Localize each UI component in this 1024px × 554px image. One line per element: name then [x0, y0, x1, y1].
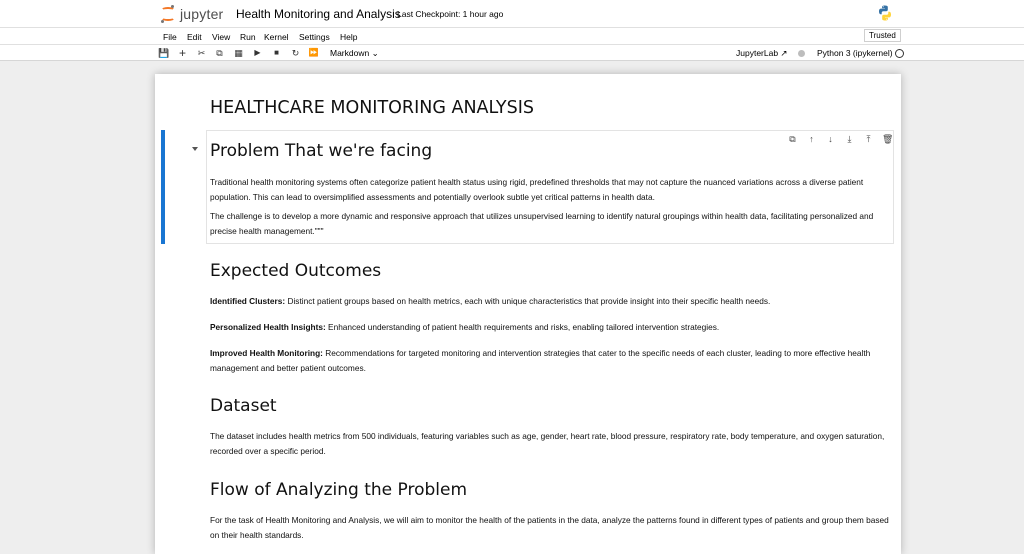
run-icon[interactable]: ▶ — [254, 48, 261, 57]
fast-forward-icon[interactable]: ⏩ — [308, 48, 319, 57]
delete-cell-icon[interactable]: 🗑 — [882, 134, 894, 144]
cell-selection-bar[interactable] — [161, 130, 165, 244]
settings-indicator-icon[interactable] — [798, 50, 805, 57]
problem-paragraph-2: The challenge is to develop a more dynamic and responsive approach that utilizes unsupervised learning to identify natural groupings within health data, facilitating personalized and precise health management.""" — [210, 211, 874, 236]
restart-icon[interactable]: ↻ — [291, 48, 300, 58]
menu-kernel[interactable]: Kernel — [264, 32, 289, 42]
cut-icon[interactable]: ✂ — [197, 48, 206, 58]
outcomes-heading: Expected Outcomes — [210, 261, 382, 281]
menu-edit[interactable]: Edit — [187, 32, 202, 42]
insert-below-icon[interactable]: ⤒ — [866, 134, 871, 144]
dataset-paragraph: The dataset includes health metrics from 500 individuals, featuring variables such as age, gender, heart rate, blood pressure, respiratory rate, body temperature, and oxygen saturation, recorded over a specific period. — [210, 431, 885, 456]
jupyterlab-label: JupyterLab — [736, 48, 779, 58]
cell-toolbar — [787, 133, 893, 145]
menu-view[interactable]: View — [212, 32, 231, 42]
notebook-page — [155, 74, 901, 554]
kernel-name[interactable]: Python 3 (ipykernel) — [817, 48, 893, 58]
stop-icon[interactable]: ■ — [274, 48, 279, 57]
menu-run[interactable]: Run — [240, 32, 256, 42]
menu-help[interactable]: Help — [340, 32, 358, 42]
problem-heading: Problem That we're facing — [210, 141, 433, 161]
outcome-label: Improved Health Monitoring: — [210, 348, 323, 358]
top-header — [0, 0, 1024, 27]
flow-paragraph: For the task of Health Monitoring and Analysis, we will aim to monitor the health of the patients in the data, analyze the patterns found in different types of patients and group them based on their health standards. — [210, 515, 889, 540]
main-heading: HEALTHCARE MONITORING ANALYSIS — [210, 98, 534, 118]
paste-icon[interactable]: ▦ — [234, 48, 243, 58]
cell-type-select[interactable] — [330, 48, 379, 59]
outcome-text: Enhanced understanding of patient health requirements and risks, enabling tailored intervention strategies. — [325, 322, 720, 332]
outcome-item — [210, 294, 890, 309]
move-down-icon[interactable]: ↓ — [828, 134, 833, 144]
chevron-down-icon: ⌄ — [369, 48, 379, 58]
external-link-icon: ↗ — [778, 48, 788, 58]
menu-bar — [0, 27, 1024, 44]
trusted-indicator[interactable]: Trusted — [864, 29, 901, 42]
notebook-toolbar — [0, 44, 1024, 61]
flow-heading: Flow of Analyzing the Problem — [210, 480, 468, 500]
last-checkpoint: Last Checkpoint: 1 hour ago — [397, 9, 504, 19]
python-logo-icon — [877, 5, 893, 21]
problem-paragraph-1: Traditional health monitoring systems often categorize patient health status using rigid, predefined thresholds that may not capture the nuanced variations across a diverse patient population. This can lead to oversimplified assessments and potentially overlook subtle yet critical patterns in health data. — [210, 177, 864, 202]
dataset-heading: Dataset — [210, 396, 277, 416]
cell-type-value: Markdown — [330, 48, 370, 58]
duplicate-cell-icon[interactable]: ⧉ — [789, 134, 796, 144]
kernel-status-icon — [895, 49, 904, 58]
jupyter-logo-icon — [160, 5, 176, 23]
logo-text: jupyter — [180, 6, 224, 22]
outcome-item — [210, 346, 890, 376]
open-jupyterlab-link[interactable] — [736, 48, 788, 59]
menu-settings[interactable]: Settings — [299, 32, 330, 42]
outcome-text: Recommendations for targeted monitoring and intervention strategies that cater to the specific needs of each cluster, leading to more effective health management and better patient outcomes. — [210, 348, 871, 373]
outcome-text: Distinct patient groups based on health metrics, each with unique characteristics that provide insight into their specific health needs. — [285, 296, 771, 306]
outcome-label: Personalized Health Insights: — [210, 322, 326, 332]
add-cell-icon[interactable]: + — [178, 46, 186, 60]
notebook-title[interactable]: Health Monitoring and Analysis — [236, 7, 401, 21]
collapse-caret-icon[interactable] — [192, 147, 198, 151]
save-icon[interactable]: 💾 — [158, 48, 170, 58]
insert-above-icon[interactable]: ⤓ — [847, 134, 852, 144]
move-up-icon[interactable]: ↑ — [809, 134, 814, 144]
copy-icon[interactable]: ⧉ — [216, 48, 223, 58]
outcome-label: Identified Clusters: — [210, 296, 286, 306]
menu-file[interactable]: File — [163, 32, 177, 42]
outcome-item — [210, 320, 890, 335]
jupyter-logo[interactable] — [160, 4, 223, 24]
